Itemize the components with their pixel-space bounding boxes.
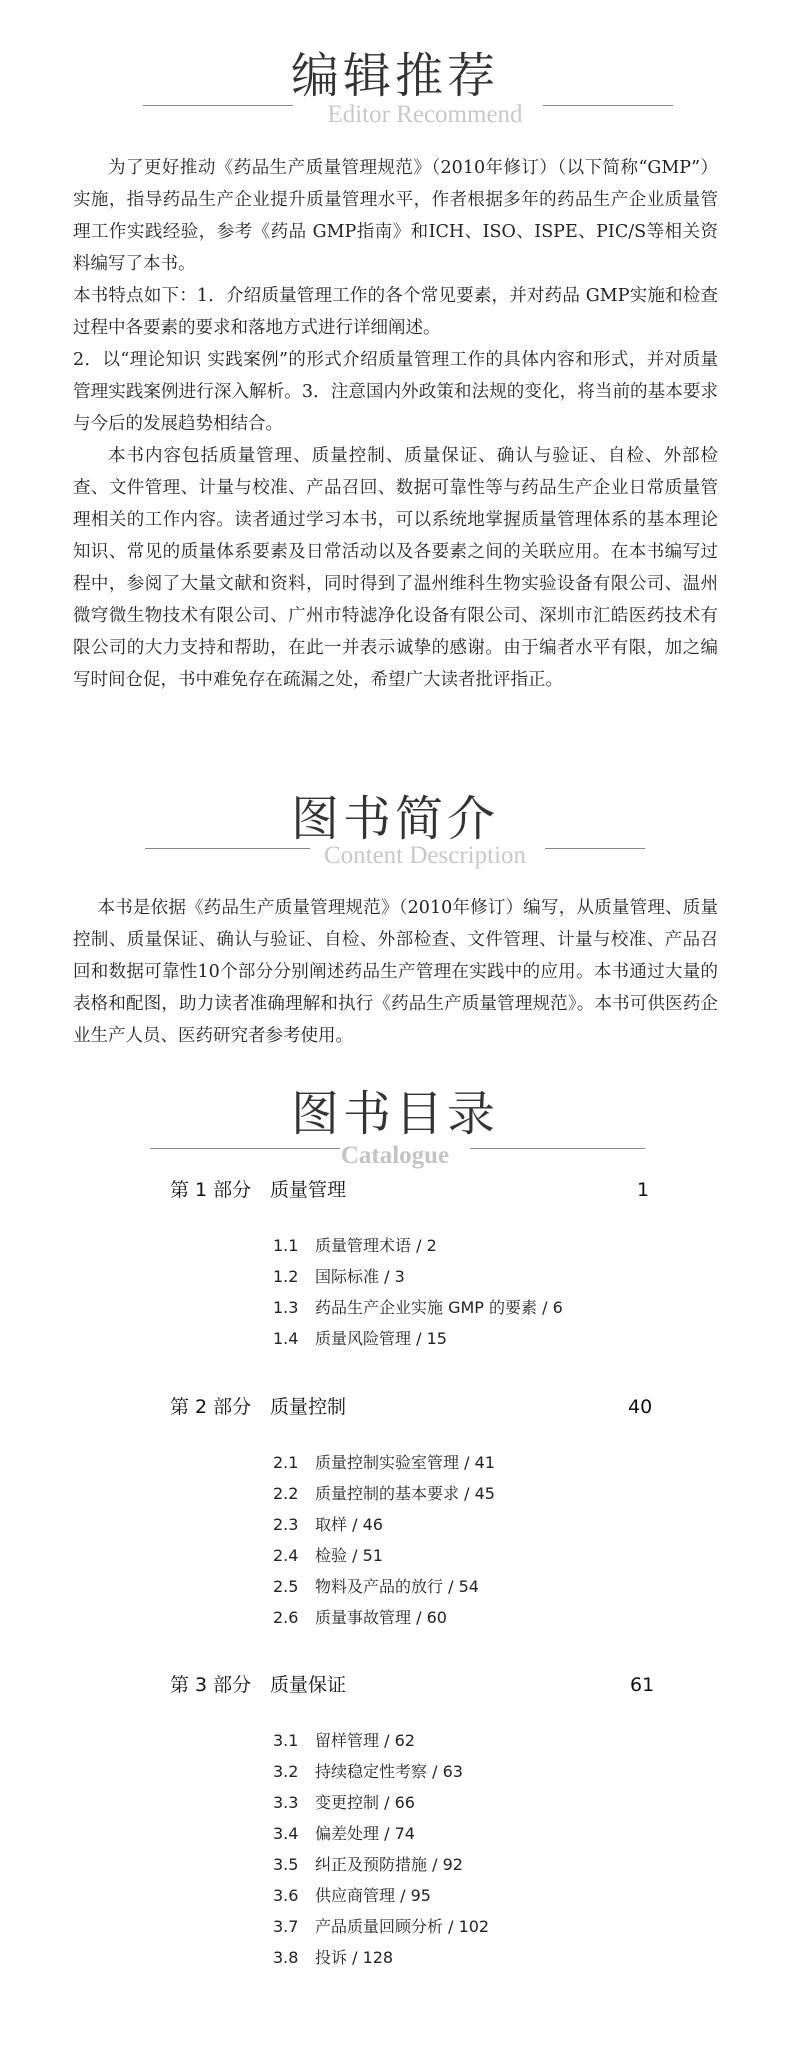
toc-part-page: 1	[637, 1179, 650, 1201]
toc-item[interactable]	[273, 1575, 479, 1599]
toc-item[interactable]	[273, 1451, 495, 1475]
toc-item[interactable]	[273, 1791, 415, 1815]
intro-title: 图书简介	[290, 791, 499, 847]
toc-item-number: 3.1	[273, 1731, 299, 1750]
toc-part-3[interactable]	[170, 1671, 655, 1699]
toc-item-number: 2.5	[273, 1577, 299, 1596]
editor-paragraph-2: 本书特点如下：1．介绍质量管理工作的各个常见要素，并对药品 GMP实施和检查过程中各要素的要求和落地方式进行详细阐述。	[73, 286, 718, 338]
toc-item-number: 2.6	[273, 1608, 299, 1627]
toc-item-number: 3.2	[273, 1762, 299, 1781]
toc-item-number: 1.1	[273, 1236, 299, 1255]
intro-paragraph: 本书是依据《药品生产质量管理规范》（2010年修订）编写，从质量管理、质量控制、质量保证、确认与验证、自检、外部检查、文件管理、计量与校准、产品召回和数据可靠性10个部分分别阐述药品生产管理在实践中的应用。本书通过大量的表格和配图，助力读者准确理解和执行《药品生产质量管理规范》。本书可供医药企业生产人员、医药研究者参考使用。	[73, 898, 718, 1046]
toc-item-text: 质量管理术语 / 2	[315, 1236, 437, 1255]
editor-paragraph-4: 本书内容包括质量管理、质量控制、质量保证、确认与验证、自检、外部检查、文件管理、计量与校准、产品召回、数据可靠性等与药品生产企业日常质量管理相关的工作内容。读者通过学习本书，可以系统地掌握质量管理体系的基本理论知识、常见的质量体系要素及日常活动以及各要素之间的关联应用。在本书编写过程中，参阅了大量文献和资料，同时得到了温州维科生物实验设备有限公司、温州微穹微生物技术有限公司、广州市特滤净化设备有限公司、深圳市汇皓医药技术有限公司的大力支持和帮助，在此一并表示诚挚的感谢。由于编者水平有限，加之编写时间仓促，书中难免存在疏漏之处，希望广大读者批评指正。	[73, 446, 718, 690]
toc-item-text: 取样 / 46	[315, 1515, 383, 1534]
intro-subtitle: Content Description	[323, 842, 527, 869]
toc-item[interactable]	[273, 1946, 393, 1970]
toc-part-page: 61	[630, 1674, 655, 1696]
toc-item-text: 国际标准 / 3	[315, 1267, 405, 1286]
toc-item-text: 纠正及预防措施 / 92	[315, 1855, 463, 1874]
toc-item-number: 2.4	[273, 1546, 299, 1565]
toc-item[interactable]	[273, 1544, 383, 1568]
toc-item-number: 1.2	[273, 1267, 299, 1286]
toc-item[interactable]	[273, 1606, 447, 1630]
toc-item-text: 质量控制的基本要求 / 45	[315, 1484, 495, 1503]
toc-item-text: 留样管理 / 62	[315, 1731, 415, 1750]
toc-item-number: 2.3	[273, 1515, 299, 1534]
toc-item-text: 药品生产企业实施 GMP 的要素 / 6	[315, 1298, 563, 1317]
toc-item-number: 2.2	[273, 1484, 299, 1503]
catalogue-header	[0, 1075, 790, 1170]
toc-item[interactable]	[273, 1853, 463, 1877]
toc-item-number: 2.1	[273, 1453, 299, 1472]
editor-paragraph-1: 为了更好推动《药品生产质量管理规范》（2010年修订）（以下简称“GMP”）实施，指导药品生产企业提升质量管理水平，作者根据多年的药品生产企业质量管理工作实践经验，参考《药品 GMP指南》和ICH、ISO、ISPE、PIC/S等相关资料编写了本书。	[73, 158, 718, 274]
toc-item-text: 质量风险管理 / 15	[315, 1329, 447, 1348]
toc-part-page: 40	[628, 1396, 653, 1418]
editor-paragraph-3: 2．以“理论知识 实践案例”的形式介绍质量管理工作的具体内容和形式，并对质量管理实践案例进行深入解析。3．注意国内外政策和法规的变化，将当前的基本要求与今后的发展趋势相结合。	[73, 350, 718, 434]
toc-item[interactable]	[273, 1327, 447, 1351]
toc-part-2[interactable]	[170, 1393, 653, 1421]
catalogue-subtitle: Catalogue	[340, 1142, 450, 1169]
toc-item[interactable]	[273, 1729, 415, 1753]
toc-item-text: 产品质量回顾分析 / 102	[315, 1917, 490, 1936]
toc-item-text: 变更控制 / 66	[315, 1793, 415, 1812]
toc-item-text: 检验 / 51	[315, 1546, 383, 1565]
toc-item-number: 3.3	[273, 1793, 299, 1812]
toc-item[interactable]	[273, 1915, 489, 1939]
toc-item-text: 供应商管理 / 95	[315, 1886, 431, 1905]
toc-item-number: 1.3	[273, 1298, 299, 1317]
toc-part-name: 质量控制	[270, 1396, 347, 1418]
toc-part-number: 第 3 部分	[170, 1674, 252, 1696]
toc-item-number: 3.7	[273, 1917, 299, 1936]
editor-subtitle: Editor Recommend	[327, 101, 523, 128]
toc-item[interactable]	[273, 1513, 383, 1537]
toc-item-number: 3.5	[273, 1855, 299, 1874]
toc-part-number: 第 2 部分	[170, 1396, 252, 1418]
editor-header	[0, 40, 790, 130]
toc-part-name: 质量管理	[270, 1179, 347, 1201]
toc-item[interactable]	[273, 1760, 463, 1784]
toc-part-number: 第 1 部分	[170, 1179, 252, 1201]
toc-part-name: 质量保证	[270, 1674, 347, 1696]
toc-item[interactable]	[273, 1482, 495, 1506]
toc-item-text: 质量控制实验室管理 / 41	[315, 1453, 495, 1472]
toc-item-number: 1.4	[273, 1329, 299, 1348]
toc-item-text: 物料及产品的放行 / 54	[315, 1577, 479, 1596]
toc-item-text: 持续稳定性考察 / 63	[315, 1762, 463, 1781]
toc-item-text: 投诉 / 128	[315, 1948, 394, 1967]
toc-item[interactable]	[273, 1234, 437, 1258]
catalogue-title: 图书目录	[290, 1086, 499, 1142]
toc-item[interactable]	[273, 1884, 431, 1908]
toc-item-number: 3.4	[273, 1824, 299, 1843]
editor-title: 编辑推荐	[290, 48, 499, 104]
toc-part-1[interactable]	[170, 1176, 650, 1204]
toc-item-number: 3.6	[273, 1886, 299, 1905]
toc-item-text: 质量事故管理 / 60	[315, 1608, 447, 1627]
toc-item-number: 3.8	[273, 1948, 299, 1967]
toc-item[interactable]	[273, 1822, 415, 1846]
toc-item[interactable]	[273, 1265, 405, 1289]
toc-item[interactable]	[273, 1296, 563, 1320]
toc-item-text: 偏差处理 / 74	[315, 1824, 415, 1843]
intro-header	[0, 780, 790, 870]
